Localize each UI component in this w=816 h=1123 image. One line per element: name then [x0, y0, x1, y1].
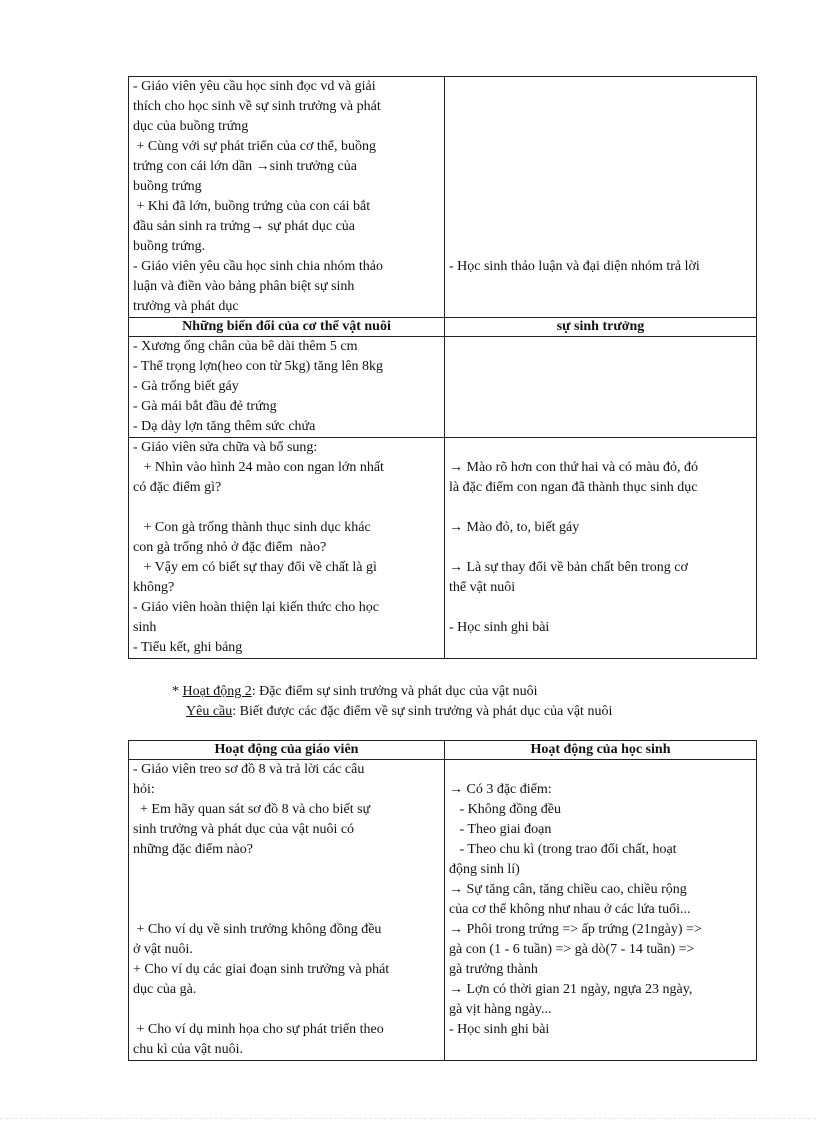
text-line: + Cho ví dụ về sinh trưởng không đồng đều: [133, 922, 382, 937]
text-line: + Cho ví dụ các giai đoạn sinh trưởng và phát: [133, 962, 390, 977]
activity-heading: [0, 682, 816, 702]
text-line: [133, 900, 440, 920]
text-block: [449, 760, 752, 1040]
table-header-row: [129, 741, 757, 760]
text-line: + Vậy em có biết sự thay đổi về chất là gì: [133, 560, 377, 575]
text-line: thể vật nuôi: [449, 580, 516, 595]
text-line: gà con (1 - 6 tuần) => gà dò(7 - 14 tuần) =>: [449, 942, 695, 957]
text-line: - Tiểu kết, ghi bảng: [133, 640, 243, 655]
text-line: → Mào rõ hơn con thứ hai và có màu đỏ, đó: [449, 460, 699, 475]
text-line: + Em hãy quan sát sơ đồ 8 và cho biết sự: [133, 802, 371, 817]
text-line: [449, 760, 752, 780]
text-line: sinh trưởng và phát dục của vật nuôi có: [133, 822, 355, 837]
requirement-text: : Biết được các đặc điểm về sự sinh trưởng và phát dục của vật nuôi: [232, 704, 613, 719]
text-line: là đặc điểm con ngan đã thành thục sinh dục: [449, 480, 698, 495]
text-line: - Theo chu kì (trong trao đổi chất, hoạt: [449, 842, 677, 857]
text-line: → Mào đỏ, to, biết gáy: [449, 520, 580, 535]
text-line: → Sự tăng cân, tăng chiều cao, chiều rộng: [449, 882, 687, 897]
text-line: chu kì của vật nuôi.: [133, 1042, 244, 1057]
teacher-instructions-cell: [129, 77, 445, 318]
text-line: buồng trứng.: [133, 239, 206, 254]
text-line: [449, 638, 752, 658]
table-row: [129, 337, 757, 438]
text-line: [133, 880, 440, 900]
text-line: đầu sản sinh ra trứng→ sự phát dục của: [133, 219, 356, 234]
text-line: - Không đồng đều: [449, 802, 561, 817]
changes-list-cell: [129, 337, 445, 438]
requirement-line: [0, 702, 816, 722]
text-line: + Cùng với sự phát triển của cơ thể, buồng: [133, 139, 376, 154]
text-line: - Dạ dày lợn tăng thêm sức chứa: [133, 419, 316, 434]
text-line: - Giáo viên sửa chữa và bổ sung:: [133, 440, 318, 455]
text-line: → Có 3 đặc điểm:: [449, 782, 552, 797]
text-line: + Cho ví dụ minh họa cho sự phát triển theo: [133, 1022, 384, 1037]
activity-title: : Đặc điểm sự sinh trưởng và phát dục của vật nuôi: [251, 684, 538, 699]
text-line: - Giáo viên yêu cầu học sinh chia nhóm thảo: [133, 259, 383, 274]
text-line: có đặc điểm gì?: [133, 480, 222, 495]
text-line: dục của buồng trứng: [133, 119, 249, 134]
text-line: - Giáo viên yêu cầu học sinh đọc vd và giải: [133, 79, 376, 94]
text-line: những đặc điểm nào?: [133, 842, 253, 857]
student-activity-cell: [445, 760, 757, 1061]
text-line: [133, 498, 440, 518]
text-line: dục của gà.: [133, 982, 197, 997]
text-line: của cơ thể không như nhau ở các lứa tuổi...: [449, 902, 691, 917]
text-line: [133, 860, 440, 880]
text-line: hỏi:: [133, 782, 155, 797]
text-line: - Gà trống biết gáy: [133, 379, 239, 394]
requirement-label: Yêu cầu: [186, 704, 233, 719]
text-block: [133, 438, 440, 658]
text-line: gà trưởng thành: [449, 962, 538, 977]
student-answers-cell: [445, 438, 757, 659]
upper-activity-table: [128, 76, 757, 659]
teacher-activity-cell: [129, 760, 445, 1061]
text-line: trứng con cái lớn dần →sinh trưởng của: [133, 159, 357, 174]
table-header-row: [129, 318, 757, 337]
text-line: → Lợn có thời gian 21 ngày, ngựa 23 ngày,: [449, 982, 693, 997]
text-block: [133, 337, 440, 437]
text-line: - Học sinh ghi bài: [449, 620, 550, 635]
table-row: [129, 77, 757, 318]
text-line: buồng trứng: [133, 179, 202, 194]
bullet-star: *: [172, 684, 183, 699]
text-block: [133, 77, 440, 317]
text-line: [449, 598, 752, 618]
text-block: [449, 438, 752, 658]
student-response-text: - Học sinh thảo luận và đại diện nhóm trả lời: [449, 259, 700, 274]
text-line: - Giáo viên treo sơ đồ 8 và trả lời các câu: [133, 762, 365, 777]
page-bottom-rule: [0, 1118, 816, 1119]
table-row: [129, 438, 757, 659]
text-line: động sinh lí): [449, 862, 520, 877]
text-line: [449, 438, 752, 458]
header-student-activity: Hoạt động của học sinh: [445, 741, 757, 760]
table-row: [129, 760, 757, 1061]
student-response-cell: [445, 77, 757, 318]
text-line: - Thể trọng lợn(heo con từ 5kg) tăng lên 8kg: [133, 359, 383, 374]
text-block: [133, 760, 440, 1060]
text-line: + Con gà trống thành thục sinh dục khác: [133, 520, 371, 535]
text-line: ở vật nuôi.: [133, 942, 193, 957]
header-growth: sự sinh trưởng: [445, 318, 757, 337]
header-teacher-activity: Hoạt động của giáo viên: [129, 741, 445, 760]
text-line: - Theo giai đoạn: [449, 822, 552, 837]
text-line: - Học sinh ghi bài: [449, 1022, 550, 1037]
header-body-changes: Những biến đổi của cơ thể vật nuôi: [129, 318, 445, 337]
text-line: + Nhìn vào hình 24 mào con ngan lớn nhất: [133, 460, 384, 475]
text-line: sinh: [133, 620, 157, 635]
text-line: [449, 538, 752, 558]
lower-activity-table: [128, 740, 757, 1061]
text-line: trưởng và phát dục: [133, 299, 239, 314]
text-line: con gà trống nhỏ ở đặc điểm nào?: [133, 540, 327, 555]
text-line: - Xương ống chân của bê dài thêm 5 cm: [133, 339, 358, 354]
text-line: gà vịt hàng ngày...: [449, 1002, 552, 1017]
spacer: [449, 77, 752, 257]
text-line: [133, 1000, 440, 1020]
text-line: → Phôi trong trứng => ấp trứng (21ngày) =>: [449, 922, 702, 937]
text-line: - Giáo viên hoàn thiện lại kiến thức cho học: [133, 600, 379, 615]
empty-cell: [445, 337, 757, 438]
text-line: - Gà mái bắt đầu đẻ trứng: [133, 399, 277, 414]
text-line: không?: [133, 580, 175, 595]
teacher-questions-cell: [129, 438, 445, 659]
text-line: luận và điền vào bảng phân biệt sự sinh: [133, 279, 355, 294]
text-line: → Là sự thay đổi về bản chất bên trong cơ: [449, 560, 688, 575]
text-line: thích cho học sinh về sự sinh trưởng và phát: [133, 99, 381, 114]
text-line: [449, 498, 752, 518]
text-line: + Khi đã lớn, buồng trứng của con cái bắt: [133, 199, 371, 214]
activity-label: Hoạt động 2: [182, 684, 252, 699]
